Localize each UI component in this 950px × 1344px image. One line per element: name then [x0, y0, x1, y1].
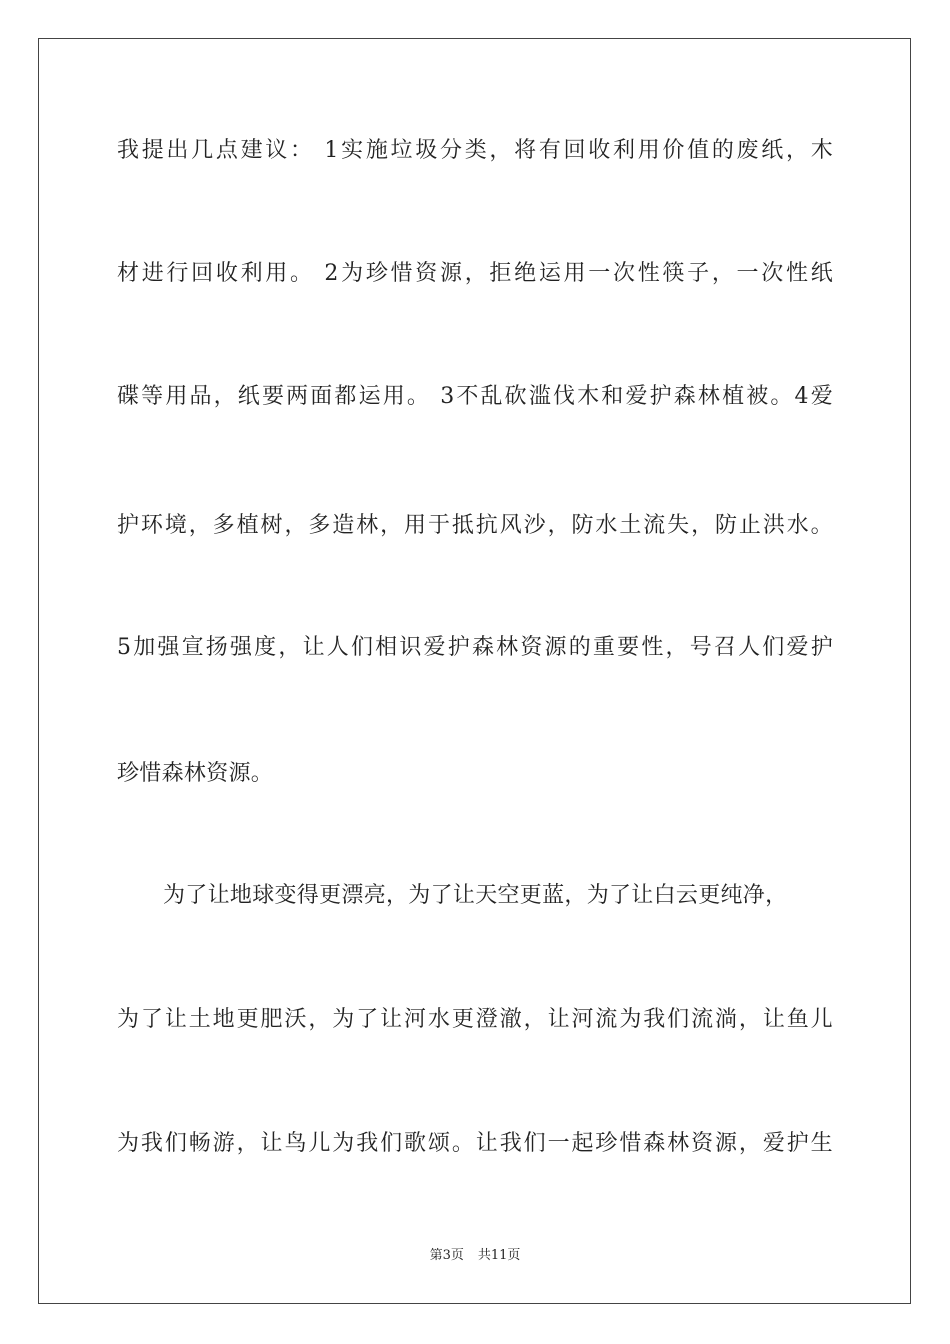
- text-line: 珍惜森林资源。: [117, 761, 274, 786]
- text-line: 5加强宣扬强度，让人们相识爱护森林资源的重要性，号召人们爱护: [117, 635, 833, 660]
- paragraph-first-line: 为了让地球变得更漂亮，为了让天空更蓝，为了让白云更纯净，: [163, 883, 788, 908]
- page-footer: [0, 1247, 950, 1265]
- page-total: 共11页: [477, 1248, 521, 1263]
- text-line: 我提出几点建议： 1实施垃圾分类，将有回收利用价值的废纸，木: [117, 138, 833, 163]
- page-border: [38, 38, 911, 1304]
- text-line: 碟等用品，纸要两面都运用。 3不乱砍滥伐木和爱护森林植被。4爱: [117, 384, 833, 409]
- text-line: 为了让土地更肥沃，为了让河水更澄澈，让河流为我们流淌，让鱼儿: [117, 1007, 833, 1032]
- text-line: 护环境，多植树，多造林，用于抵抗风沙，防水土流失，防止洪水。: [117, 513, 833, 538]
- page-number: 第3页: [429, 1248, 464, 1263]
- text-line: 材进行回收利用。 2为珍惜资源，拒绝运用一次性筷子，一次性纸: [117, 261, 833, 286]
- text-line: 为我们畅游，让鸟儿为我们歌颂。让我们一起珍惜森林资源，爱护生: [117, 1131, 833, 1156]
